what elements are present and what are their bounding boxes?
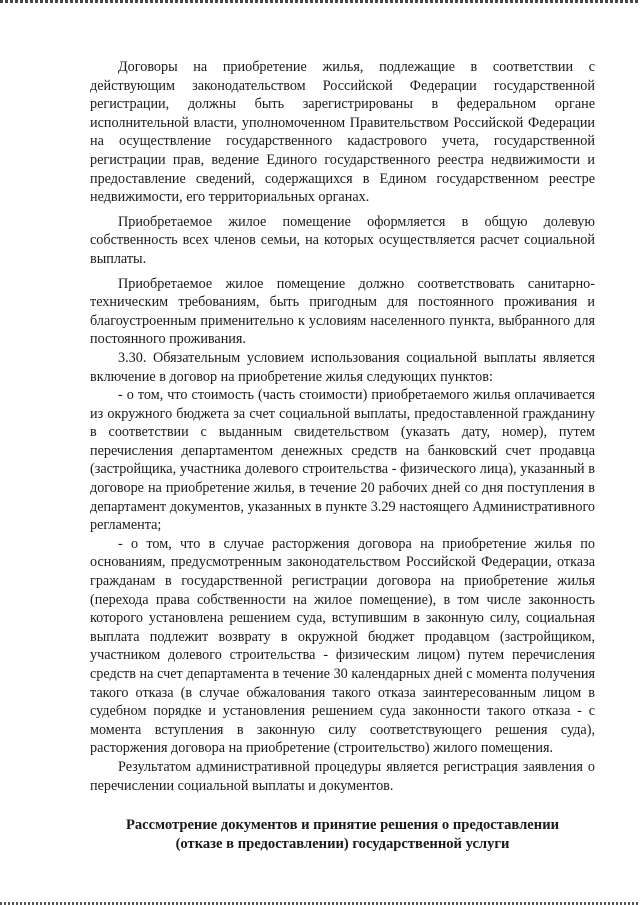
paragraph-sanitary-requirements: Приобретаемое жилое помещение должно соответствовать санитарно-техническим требованиям, быть пригодным для постоянного проживания и благоустроенным применительно к условиям населенного пункта, выбранного для постоянного проживания. xyxy=(90,275,595,348)
paragraph-shared-ownership: Приобретаемое жилое помещение оформляется в общую долевую собственность всех членов семьи, на которых осуществляется расчет социальной выплаты. xyxy=(90,213,595,267)
section-heading-line-1: Рассмотрение документов и принятие решения о предоставлении xyxy=(125,817,560,834)
paragraph-clause-3-30: 3.30. Обязательным условием использования социальной выплаты является включение в договор на приобретение жилья следующих пунктов: xyxy=(90,349,595,385)
scan-top-border xyxy=(0,0,640,3)
paragraph-cost-payment: - о том, что стоимость (часть стоимости) приобретаемого жилья оплачивается из окружного бюджета за счет социальной выплаты, предоставленной гражданину в соответствии с выданным свидетельством (указать дату, номер), путем перечисления департаментом денежных средств на банковский счет продавца (застройщика, участника долевого строительства - физического лица), указанный в договоре на приобретение жилья, в течение 20 рабочих дней со дня поступления в департамент документов, указанных в пункте 3.29 настоящего Административного регламента; xyxy=(90,387,595,534)
paragraph-procedure-result: Результатом административной процедуры является регистрация заявления о перечислении социальной выплаты и документов. xyxy=(90,758,595,794)
paragraph-registration: Договоры на приобретение жилья, подлежащие в соответствии с действующим законодательством Российской Федерации государственной регистрации, должны быть зарегистрированы в федеральном органе исполнительной власти, уполномоченном Правительством Российской Федерации на осуществление государственного кадастрового учета, государственной регистрации прав, ведение Единого государственного реестра недвижимости и предоставление сведений, содержащихся в Едином государственном реестре недвижимости, его территориальных органах. xyxy=(90,59,595,206)
section-heading-line-2: (отказе в предоставлении) государственной услуги xyxy=(175,835,510,852)
document-page xyxy=(90,58,595,853)
section-heading xyxy=(90,816,595,853)
paragraph-contract-termination: - о том, что в случае расторжения договора на приобретение жилья по основаниям, предусмотренным законодательством Российской Федерации, отказа гражданам в государственной регистрации договора на приобретение жилья (перехода права собственности на жилое помещение), в том числе законность которого установлена решением суда, вступившим в законную силу, социальная выплата подлежит возврату в окружной бюджет продавцом (застройщиком, участником долевого строительства - физическим лицом) путем перечисления средств на счет департамента в течение 30 календарных дней с момента получения такого отказа (в случае обжалования такого отказа заинтересованным лицом в судебном порядке и установления решением суда законности такого отказа - с момента вступления в законную силу соответствующего решения суда), расторжения договора на приобретение (строительство) жилого помещения. xyxy=(90,535,595,757)
